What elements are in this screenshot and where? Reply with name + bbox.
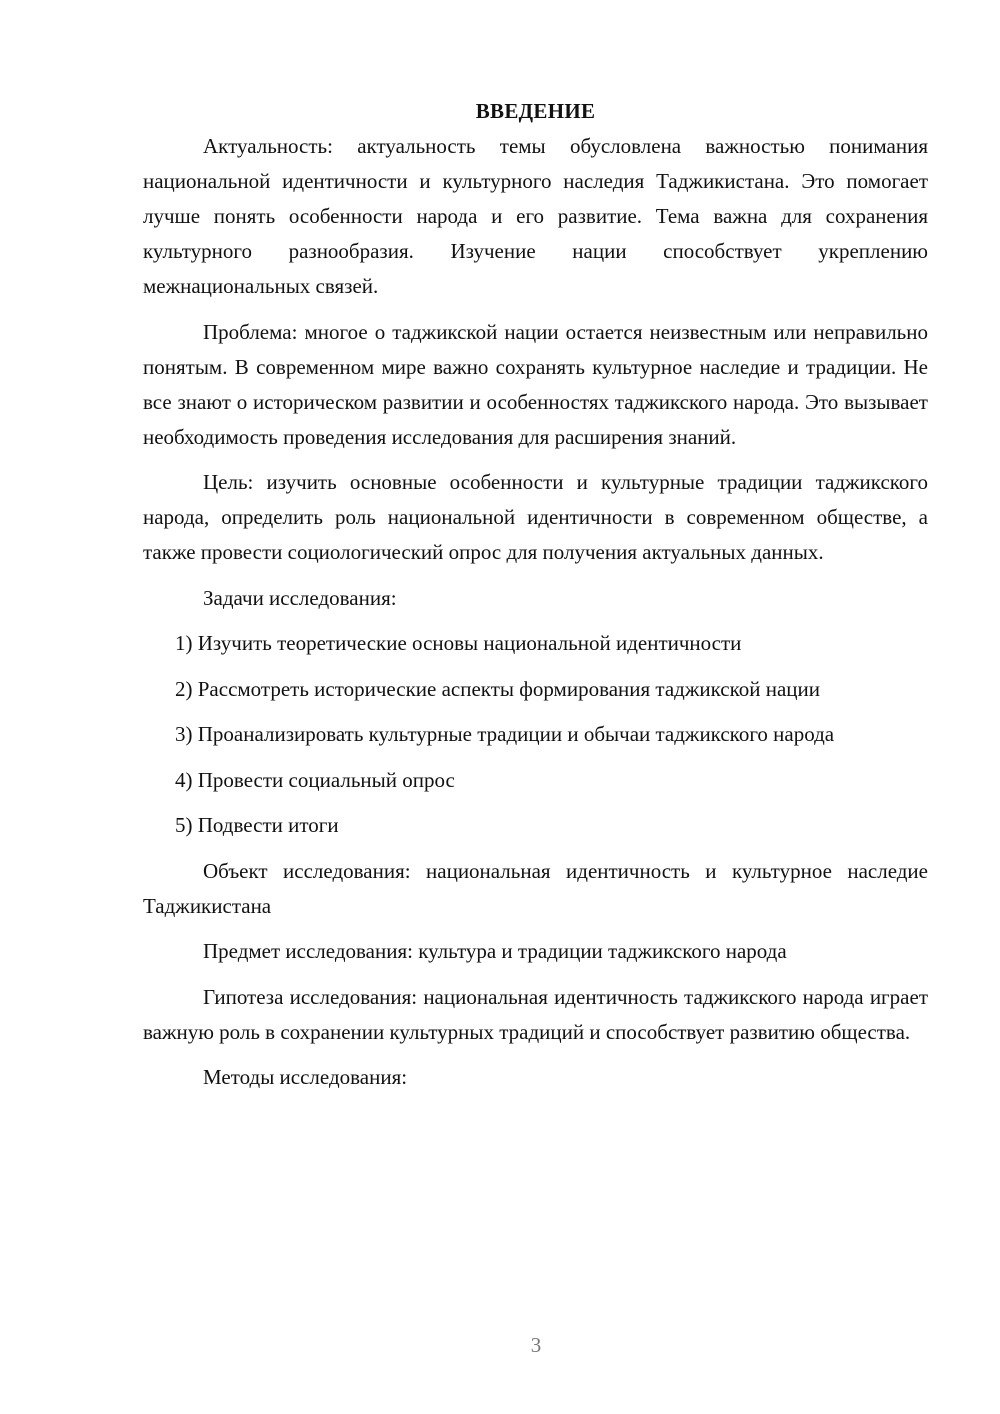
paragraph-subject: Предмет исследования: культура и традиции таджикского народа bbox=[203, 939, 787, 963]
paragraph-goal: Цель: изучить основные особенности и культурные традиции таджикского народа, определить роль национальной идентичности в современном обществе, а также провести социологический опрос для получения актуальных данных. bbox=[143, 470, 928, 564]
paragraph-methods-heading: Методы исследования: bbox=[203, 1065, 408, 1089]
task-item-2: 2) Рассмотреть исторические аспекты формирования таджикской нации bbox=[175, 676, 821, 701]
paragraph-hypothesis: Гипотеза исследования: национальная идентичность таджикского народа играет важную роль в сохранении культурных традиций и способствует развитию общества. bbox=[143, 984, 928, 1044]
task-item-4: 4) Провести социальный опрос bbox=[175, 767, 455, 792]
paragraph-relevance: Актуальность: актуальность темы обусловлена важностью понимания национальной идентичности и культурного наследия Таджикистана. Это помогает лучше понять особенности народа и его развитие. Тема важна для сохранения культурного разнообразия. Изучение нации способствует укреплению межнациональных связей. bbox=[143, 134, 928, 298]
paragraph-object: Объект исследования: национальная идентичность и культурное наследие Таджикистана bbox=[143, 858, 928, 918]
section-title: ВВЕДЕНИЕ bbox=[475, 99, 596, 123]
paragraph-tasks-heading: Задачи исследования: bbox=[203, 585, 397, 610]
document-page bbox=[143, 94, 928, 1106]
task-item-3: 3) Проанализировать культурные традиции и обычаи таджикского народа bbox=[175, 722, 835, 746]
task-item-5: 5) Подвести итоги bbox=[175, 813, 339, 837]
page-number: 3 bbox=[530, 1333, 542, 1357]
paragraph-problem: Проблема: многое о таджикской нации остается неизвестным или неправильно понятым. В современном мире важно сохранять культурное наследие и традиции. Не все знают о историческом развитии и особенностях таджикского народа. Это вызывает необходимость проведения исследования для расширения знаний. bbox=[143, 319, 928, 449]
task-item-1: 1) Изучить теоретические основы национальной идентичности bbox=[175, 631, 742, 655]
